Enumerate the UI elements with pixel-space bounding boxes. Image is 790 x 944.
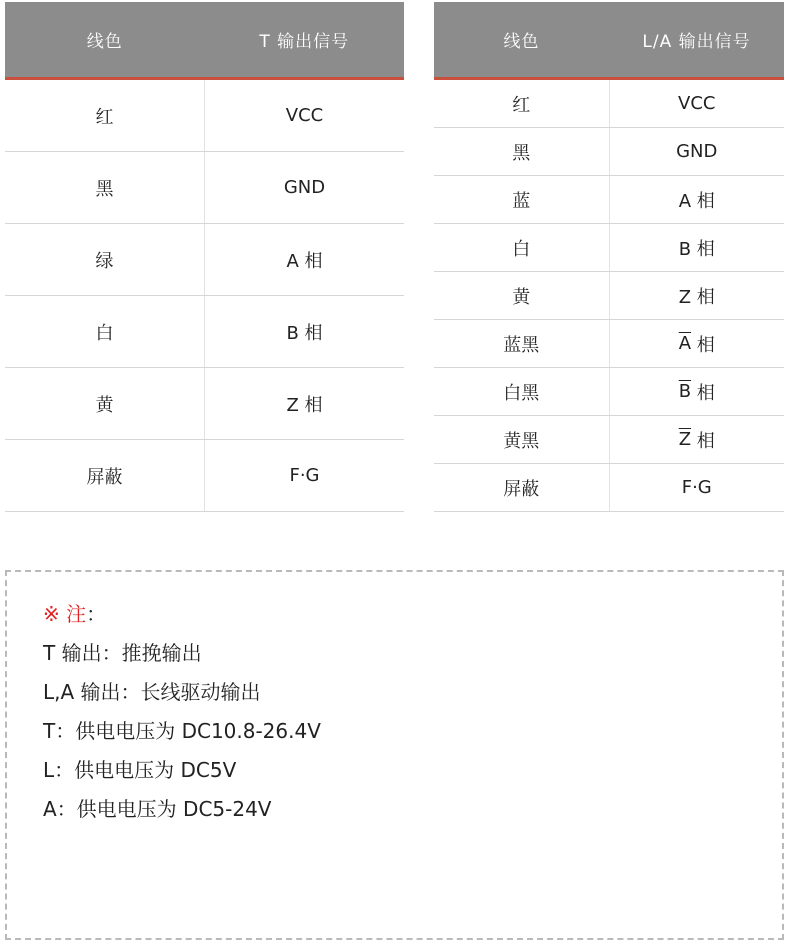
signal-suffix: 相 — [696, 430, 715, 452]
table-header — [434, 2, 784, 80]
signal-suffix: 相 — [696, 334, 715, 356]
signal-cell: B 相 — [678, 238, 715, 260]
signal-cell: A 相 — [286, 250, 323, 272]
header-wire-color: 线色 — [86, 32, 123, 52]
signal-cell — [610, 368, 785, 415]
signal-cell — [610, 416, 785, 463]
signal-letter-overlined: $\overline{B}$ — [678, 381, 692, 402]
table-row — [434, 272, 784, 320]
table-row — [434, 224, 784, 272]
signal-letter-overlined: $\overline{A}$ — [678, 333, 692, 354]
wire-color-cell: 绿 — [5, 224, 205, 295]
signal-cell: Z 相 — [286, 394, 323, 416]
note-line: L,A 输出：长线驱动输出 — [43, 680, 261, 704]
signal-letter-overlined: $\overline{Z}$ — [678, 429, 692, 450]
table-row — [5, 368, 404, 440]
table-row — [5, 80, 404, 152]
wire-color-cell: 红 — [434, 80, 610, 127]
wire-color-cell: 红 — [5, 80, 205, 151]
signal-cell: VCC — [678, 93, 716, 114]
table-row — [5, 152, 404, 224]
signal-cell: GND — [283, 177, 326, 198]
signal-cell: B 相 — [286, 322, 323, 344]
wire-color-cell: 蓝 — [434, 176, 610, 223]
signal-cell: GND — [676, 141, 718, 162]
wire-color-cell: 黑 — [5, 152, 205, 223]
wire-color-cell: 屏蔽 — [434, 464, 610, 511]
table-row — [434, 176, 784, 224]
signal-cell: F·G — [681, 477, 712, 498]
notes-title — [43, 598, 782, 627]
wire-color-cell: 白 — [434, 224, 610, 271]
note-line: T：供电电压为 DC10.8-26.4V — [43, 719, 321, 743]
note-line: A：供电电压为 DC5-24V — [43, 797, 272, 821]
table-row — [5, 296, 404, 368]
table-row — [434, 320, 784, 368]
note-line: L：供电电压为 DC5V — [43, 758, 237, 782]
header-la-signal: L/A 输出信号 — [642, 32, 751, 52]
wire-color-cell: 白黑 — [434, 368, 610, 415]
wire-color-cell: 黄黑 — [434, 416, 610, 463]
wire-color-cell: 蓝黑 — [434, 320, 610, 367]
signal-cell: F·G — [289, 465, 320, 486]
header-t-signal: T 输出信号 — [259, 32, 350, 52]
note-line: T 输出：推挽输出 — [43, 641, 202, 665]
table-row — [434, 128, 784, 176]
header-wire-color: 线色 — [503, 32, 540, 52]
table-row — [5, 440, 404, 512]
signal-cell — [610, 320, 785, 367]
table-row — [434, 416, 784, 464]
notes-box — [5, 570, 784, 940]
t-output-table — [5, 2, 404, 512]
la-output-table — [434, 2, 784, 512]
table-row — [5, 224, 404, 296]
notes-colon: ： — [86, 602, 107, 626]
table-header — [5, 2, 404, 80]
wire-color-cell: 白 — [5, 296, 205, 367]
wire-color-cell: 黄 — [5, 368, 205, 439]
table-row — [434, 464, 784, 512]
signal-cell: Z 相 — [678, 286, 715, 308]
wire-color-cell: 屏蔽 — [5, 440, 205, 511]
table-row — [434, 80, 784, 128]
signal-cell: A 相 — [678, 190, 715, 212]
notes-mark: ※ 注 — [43, 602, 87, 626]
signal-suffix: 相 — [696, 382, 715, 404]
table-row — [434, 368, 784, 416]
signal-cell: VCC — [285, 105, 324, 126]
wire-color-cell: 黑 — [434, 128, 610, 175]
wire-color-cell: 黄 — [434, 272, 610, 319]
